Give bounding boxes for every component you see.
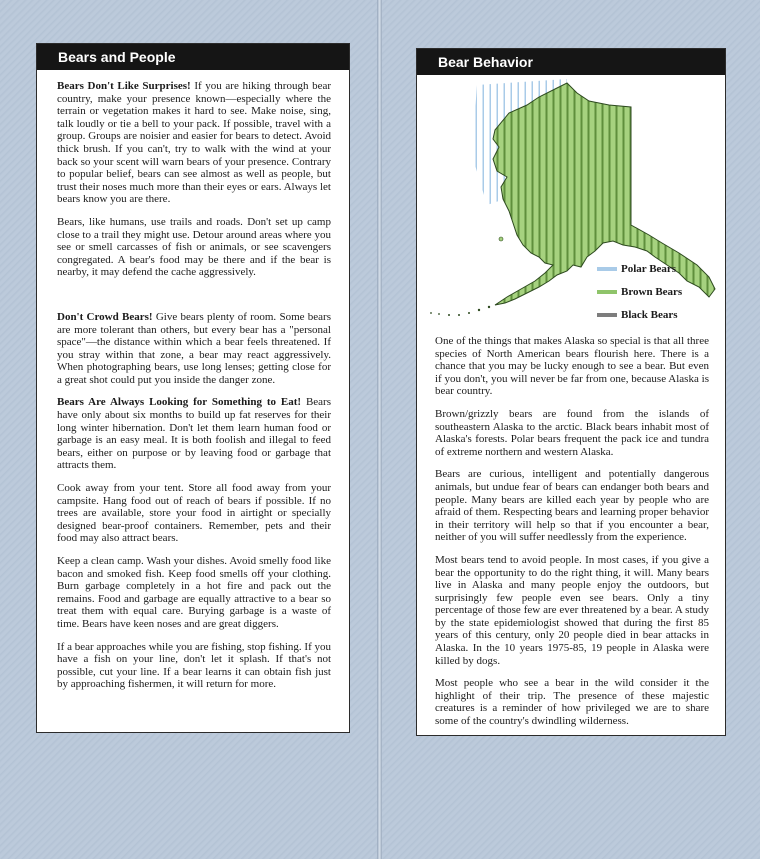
surprises-text: If you are hiking through bear country, make your presence known—especially where the terrain or vegetation makes it hard to see. Make noise, sing, talk loudly or tie a bell to your pack. If possible, travel with a group. Groups are noisier and easier for bears to detect. Avoid thick brush. If you can't, try to walk with the wind at your back so your scent will warn bears of your presence. Contrary to popular belief, bears can see almost as well as people, but trust their noses much more than their eyes or ears. Always let bears know you are there. bbox=[57, 80, 331, 206]
fishing-paragraph: If a bear approaches while you are fishing, stop fishing. If you have a fish on your line, don't let it splash. If that's not possible, cut your line. If a bear learns it can obtain fish just by approaching fishermen, it will return for more. bbox=[57, 640, 332, 691]
cook-away-paragraph: Cook away from your tent. Store all food away from your campsite. Hang food out of reach of bears if possible. If no trees are available, store your food in airtight or specially designed bear-proof containers. Remember, pets and their food may also attract bears. bbox=[57, 482, 331, 545]
bear-range-map bbox=[417, 75, 725, 335]
legend-brown bbox=[597, 280, 682, 303]
surprises-paragraph bbox=[57, 80, 331, 206]
crowd-text: Give bears plenty of room. Some bears are more tolerant than others, but every bear has a "personal space"—the distance within which a bear feels threatened. If you stray within that zone, a bear may react aggressively. When photographing bears, use long lenses; getting close for a great shot could put you inside the danger zone. bbox=[57, 310, 332, 386]
bear-behavior-body bbox=[417, 335, 725, 728]
clean-camp-paragraph: Keep a clean camp. Wash your dishes. Avoid smelly food like bacon and smoked fish. Keep food smells off your clothing. Burn garbage completely in a hot fire and pack out the remains. Food and garbage are equally attractive to a bear so treat them with equal care. Burying garbage is a waste of time. Bears have keen noses and are great diggers. bbox=[57, 555, 331, 630]
curious-paragraph: Bears are curious, intelligent and potentially dangerous animals, but undue fear of bears can endanger both bears and people. Many bears are killed each year by people who are afraid of them. Respecting bears and learning proper behavior in their territory will help so that if you encounter a bear, neither of you will suffer needlessly from the experience. bbox=[435, 468, 709, 544]
bears-and-people-card bbox=[36, 43, 350, 733]
legend-black bbox=[597, 303, 682, 326]
bears-and-people-title: Bears and People bbox=[37, 44, 349, 70]
crowd-paragraph bbox=[57, 311, 331, 387]
crowd-heading: Don't Crowd Bears! bbox=[57, 310, 153, 323]
food-heading: Bears Are Always Looking for Something to Eat! bbox=[57, 396, 302, 409]
nunivak-island bbox=[499, 237, 503, 241]
polar-swatch-icon bbox=[597, 267, 617, 271]
legend-brown-label: Brown Bears bbox=[621, 285, 683, 298]
spacer bbox=[57, 289, 331, 311]
food-text: Bears have only about six months to build up fat reserves for their long winter hibernation. Don't let them learn human food or garbage is an easy meal. It is both foolish and illegal to feed bears, either on purpose or by leaving food or garbage that attracts them. bbox=[57, 396, 331, 472]
legend-polar bbox=[597, 257, 682, 280]
food-paragraph bbox=[57, 396, 331, 472]
bear-behavior-title: Bear Behavior bbox=[417, 49, 725, 75]
brochure-fold bbox=[377, 0, 382, 859]
habitat-paragraph: Brown/grizzly bears are found from the islands of southeastern Alaska to the arctic. Black bears inhabit most of Alaska's forests. Polar bears frequent the pack ice and tundra of extreme northern and western Alaska. bbox=[435, 407, 709, 458]
surprises-heading: Bears Don't Like Surprises! bbox=[57, 80, 191, 92]
aleutian-islands bbox=[430, 306, 490, 316]
legend-polar-label: Polar Bears bbox=[621, 262, 677, 275]
legend-black-label: Black Bears bbox=[621, 308, 678, 321]
bears-and-people-body bbox=[37, 70, 349, 691]
map-legend bbox=[597, 257, 682, 326]
avoid-people-paragraph: Most bears tend to avoid people. In most cases, if you give a bear the opportunity to do the right thing, it will. Many bears live in Alaska and many people enjoy the outdoors, but surprisingly few people even see bears. Only a tiny percentage of those few are ever threatened by a bear. A study by the state epidemiologist showed that during the first 85 years of this century, only 20 people died in bear attacks in Alaska. In the 10 years 1975-85, 19 people in Alaska were killed by dogs. bbox=[435, 553, 709, 667]
black-swatch-icon bbox=[597, 313, 617, 317]
brown-swatch-icon bbox=[597, 290, 617, 294]
highlight-paragraph: Most people who see a bear in the wild consider it the highlight of their trip. The presence of these majestic creatures is a reminder of how privileged we are to share some of the country's dwindling wilderness. bbox=[435, 677, 709, 728]
species-paragraph: One of the things that makes Alaska so special is that all three species of North American bears flourish here. There is a chance that you may be lucky enough to see a bear. But even if you don't, you will never be far from one, because Alaska is bear country. bbox=[435, 335, 709, 398]
bear-behavior-card bbox=[416, 48, 726, 736]
trails-paragraph: Bears, like humans, use trails and roads. Don't set up camp close to a trail they might use. Detour around areas where you see or smell carcasses of fish or animals, or see scavengers congregated. A bear's food may be there and if the bear is nearby, it may defend the cache aggressively. bbox=[57, 215, 331, 279]
